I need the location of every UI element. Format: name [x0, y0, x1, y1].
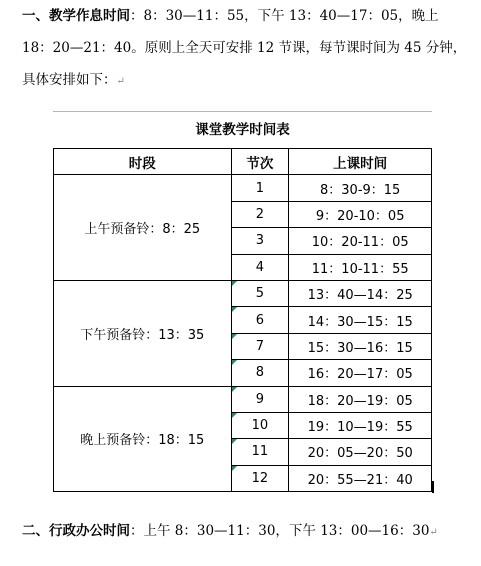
period-cell: 下午预备铃：13：35 — [54, 280, 232, 386]
class-time-cell: 10：20-11：05 — [289, 228, 432, 254]
schedule-table-container — [53, 111, 432, 492]
paragraph-mark-icon: ↵ — [116, 76, 125, 87]
class-time-cell: 15：30—16：15 — [289, 333, 432, 359]
table-row — [54, 386, 432, 412]
header-class-time: 上课时间 — [289, 149, 432, 175]
section-2-text: ：上午 8：30—11：30，下午 13：00—16：30 — [130, 523, 430, 539]
class-time-cell: 19：10—19：55 — [289, 412, 432, 438]
class-time-cell: 20：05—20：50 — [289, 439, 432, 465]
lesson-number-cell: 8 — [231, 360, 289, 386]
header-lesson-number: 节次 — [231, 149, 289, 175]
lesson-number-cell: 12 — [231, 465, 289, 491]
table-row — [54, 175, 432, 201]
class-time-cell: 14：30—15：15 — [289, 307, 432, 333]
table-header-row — [54, 149, 432, 175]
lesson-number-cell: 6 — [231, 307, 289, 333]
lesson-number-cell: 4 — [231, 254, 289, 280]
lesson-number-cell: 2 — [231, 201, 289, 227]
lesson-number-cell: 10 — [231, 412, 289, 438]
class-time-cell: 13：40—14：25 — [289, 280, 432, 306]
class-time-cell: 20：55—21：40 — [289, 465, 432, 491]
lesson-number-cell: 7 — [231, 333, 289, 359]
lesson-number-cell: 9 — [231, 386, 289, 412]
class-time-cell: 8：30-9：15 — [289, 175, 432, 201]
lesson-number-cell: 5 — [231, 280, 289, 306]
period-cell: 晚上预备铃：18：15 — [54, 386, 232, 492]
section-2-heading: 二、行政办公时间 — [22, 523, 130, 539]
section-1-paragraph — [22, 0, 472, 98]
period-cell: 上午预备铃：8：25 — [54, 175, 232, 281]
schedule-table — [53, 148, 432, 492]
table-body — [54, 175, 432, 492]
lesson-number-cell: 1 — [231, 175, 289, 201]
paragraph-mark-icon: ↵ — [429, 527, 438, 538]
section-1-heading: 一、教学作息时间 — [22, 8, 130, 24]
class-time-cell: 9：20-10：05 — [289, 201, 432, 227]
lesson-number-cell: 3 — [231, 228, 289, 254]
section-2-paragraph — [22, 515, 472, 549]
table-end-mark — [432, 481, 434, 493]
class-time-cell: 18：20—19：05 — [289, 386, 432, 412]
header-period: 时段 — [54, 149, 232, 175]
lesson-number-cell: 11 — [231, 439, 289, 465]
table-row — [54, 280, 432, 306]
class-time-cell: 11：10-11：55 — [289, 254, 432, 280]
table-title: 课堂教学时间表 — [53, 111, 432, 149]
class-time-cell: 16：20—17：05 — [289, 360, 432, 386]
section-1-text: ：8：30—11：55，下午 13：40—17：05，晚上 18：20—21：40。原则上全天可安排 12 节课，每节课时间为 45 分钟，具体安排如下： — [22, 8, 467, 88]
